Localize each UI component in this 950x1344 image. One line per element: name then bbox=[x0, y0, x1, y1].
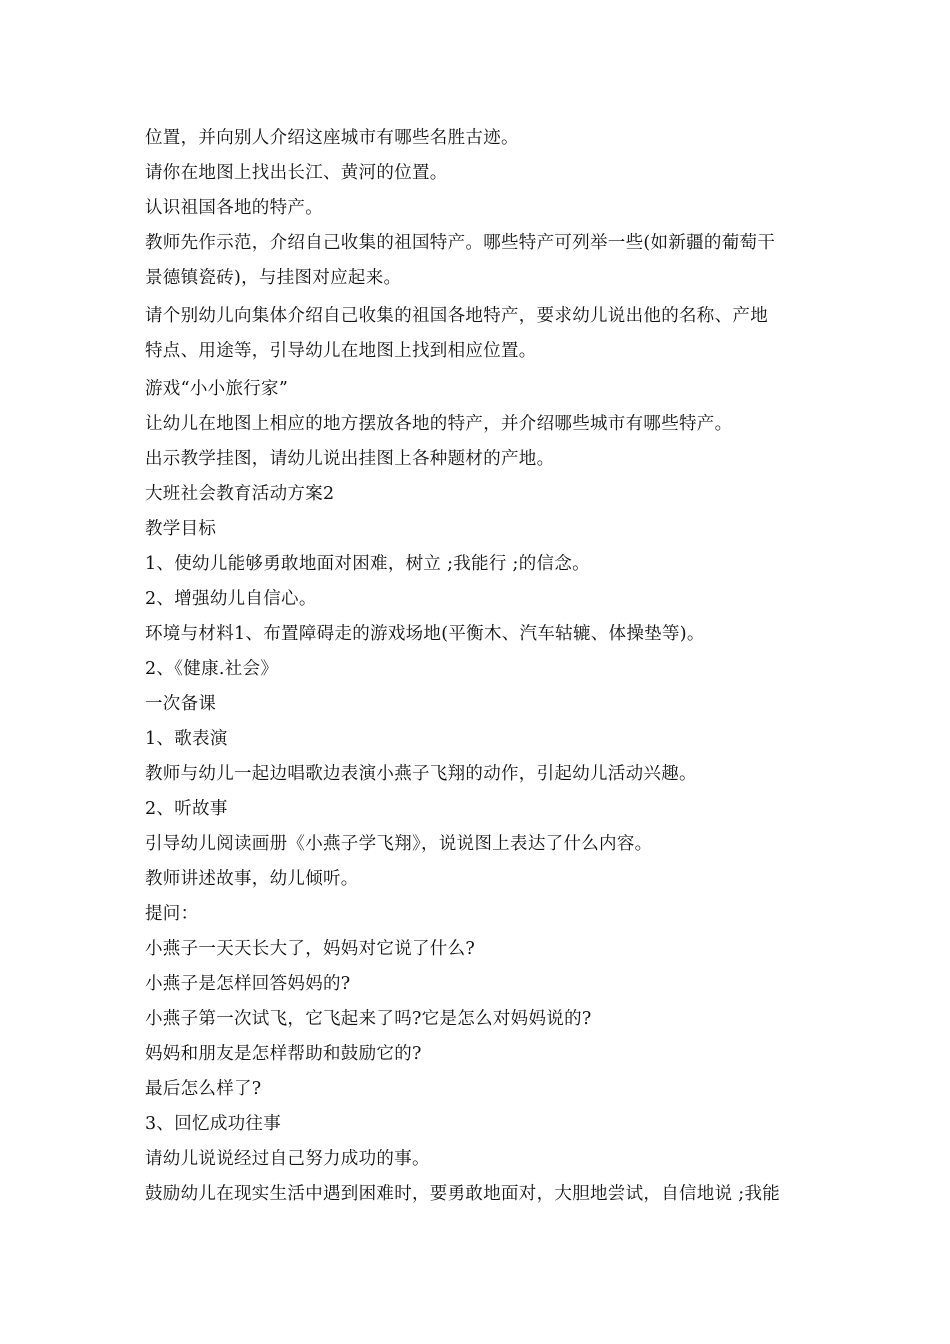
text-line: 位置，并向别人介绍这座城市有哪些名胜古迹。 bbox=[145, 128, 519, 148]
text-line: 教师先作示范，介绍自己收集的祖国特产。哪些特产可列举一些(如新疆的葡萄干 bbox=[145, 233, 776, 253]
text-line: 游戏“小小旅行家” bbox=[145, 379, 289, 399]
text-line: 鼓励幼儿在现实生活中遇到困难时，要勇敢地面对，大胆地尝试，自信地说 ;我能 bbox=[145, 1184, 781, 1204]
text-line: 妈妈和朋友是怎样帮助和鼓励它的? bbox=[145, 1044, 422, 1064]
section-heading: 大班社会教育活动方案2 bbox=[145, 484, 335, 504]
text-line: 出示教学挂图，请幼儿说出挂图上各种题材的产地。 bbox=[145, 449, 555, 469]
text-line: 2、《健康.社会》 bbox=[145, 659, 279, 679]
text-line: 景德镇瓷砖)，与挂图对应起来。 bbox=[145, 268, 402, 288]
text-line: 1、使幼儿能够勇敢地面对困难，树立 ;我能行 ;的信念。 bbox=[145, 554, 590, 574]
text-line: 小燕子是怎样回答妈妈的? bbox=[145, 974, 351, 994]
text-line: 请你在地图上找出长江、黄河的位置。 bbox=[145, 163, 448, 183]
text-line: 2、听故事 bbox=[145, 799, 228, 819]
document-body bbox=[145, 121, 815, 1212]
text-line: 环境与材料1、布置障碍走的游戏场地(平衡木、汽车轱辘、体操垫等)。 bbox=[145, 624, 705, 644]
text-line: 1、歌表演 bbox=[145, 729, 228, 749]
text-line: 最后怎么样了? bbox=[145, 1079, 262, 1099]
text-line: 让幼儿在地图上相应的地方摆放各地的特产，并介绍哪些城市有哪些特产。 bbox=[145, 414, 733, 434]
text-line: 教师与幼儿一起边唱歌边表演小燕子飞翔的动作，引起幼儿活动兴趣。 bbox=[145, 764, 697, 784]
text-line: 一次备课 bbox=[145, 694, 217, 714]
text-line: 2、增强幼儿自信心。 bbox=[145, 589, 317, 609]
text-line: 提问： bbox=[145, 904, 199, 924]
text-line: 教学目标 bbox=[145, 519, 217, 539]
text-line: 教师讲述故事，幼儿倾听。 bbox=[145, 869, 359, 889]
text-line: 特点、用途等，引导幼儿在地图上找到相应位置。 bbox=[145, 341, 537, 361]
text-line: 请幼儿说说经过自己努力成功的事。 bbox=[145, 1149, 430, 1169]
text-line: 小燕子第一次试飞，它飞起来了吗?它是怎么对妈妈说的? bbox=[145, 1009, 592, 1029]
text-line: 3、回忆成功往事 bbox=[145, 1114, 282, 1134]
text-line: 小燕子一天天长大了，妈妈对它说了什么? bbox=[145, 939, 476, 959]
text-line: 请个别幼儿向集体介绍自己收集的祖国各地特产，要求幼儿说出他的名称、产地 bbox=[145, 306, 768, 326]
text-line: 认识祖国各地的特产。 bbox=[145, 198, 323, 218]
text-line: 引导幼儿阅读画册《小燕子学飞翔》，说说图上表达了什么内容。 bbox=[145, 834, 653, 854]
